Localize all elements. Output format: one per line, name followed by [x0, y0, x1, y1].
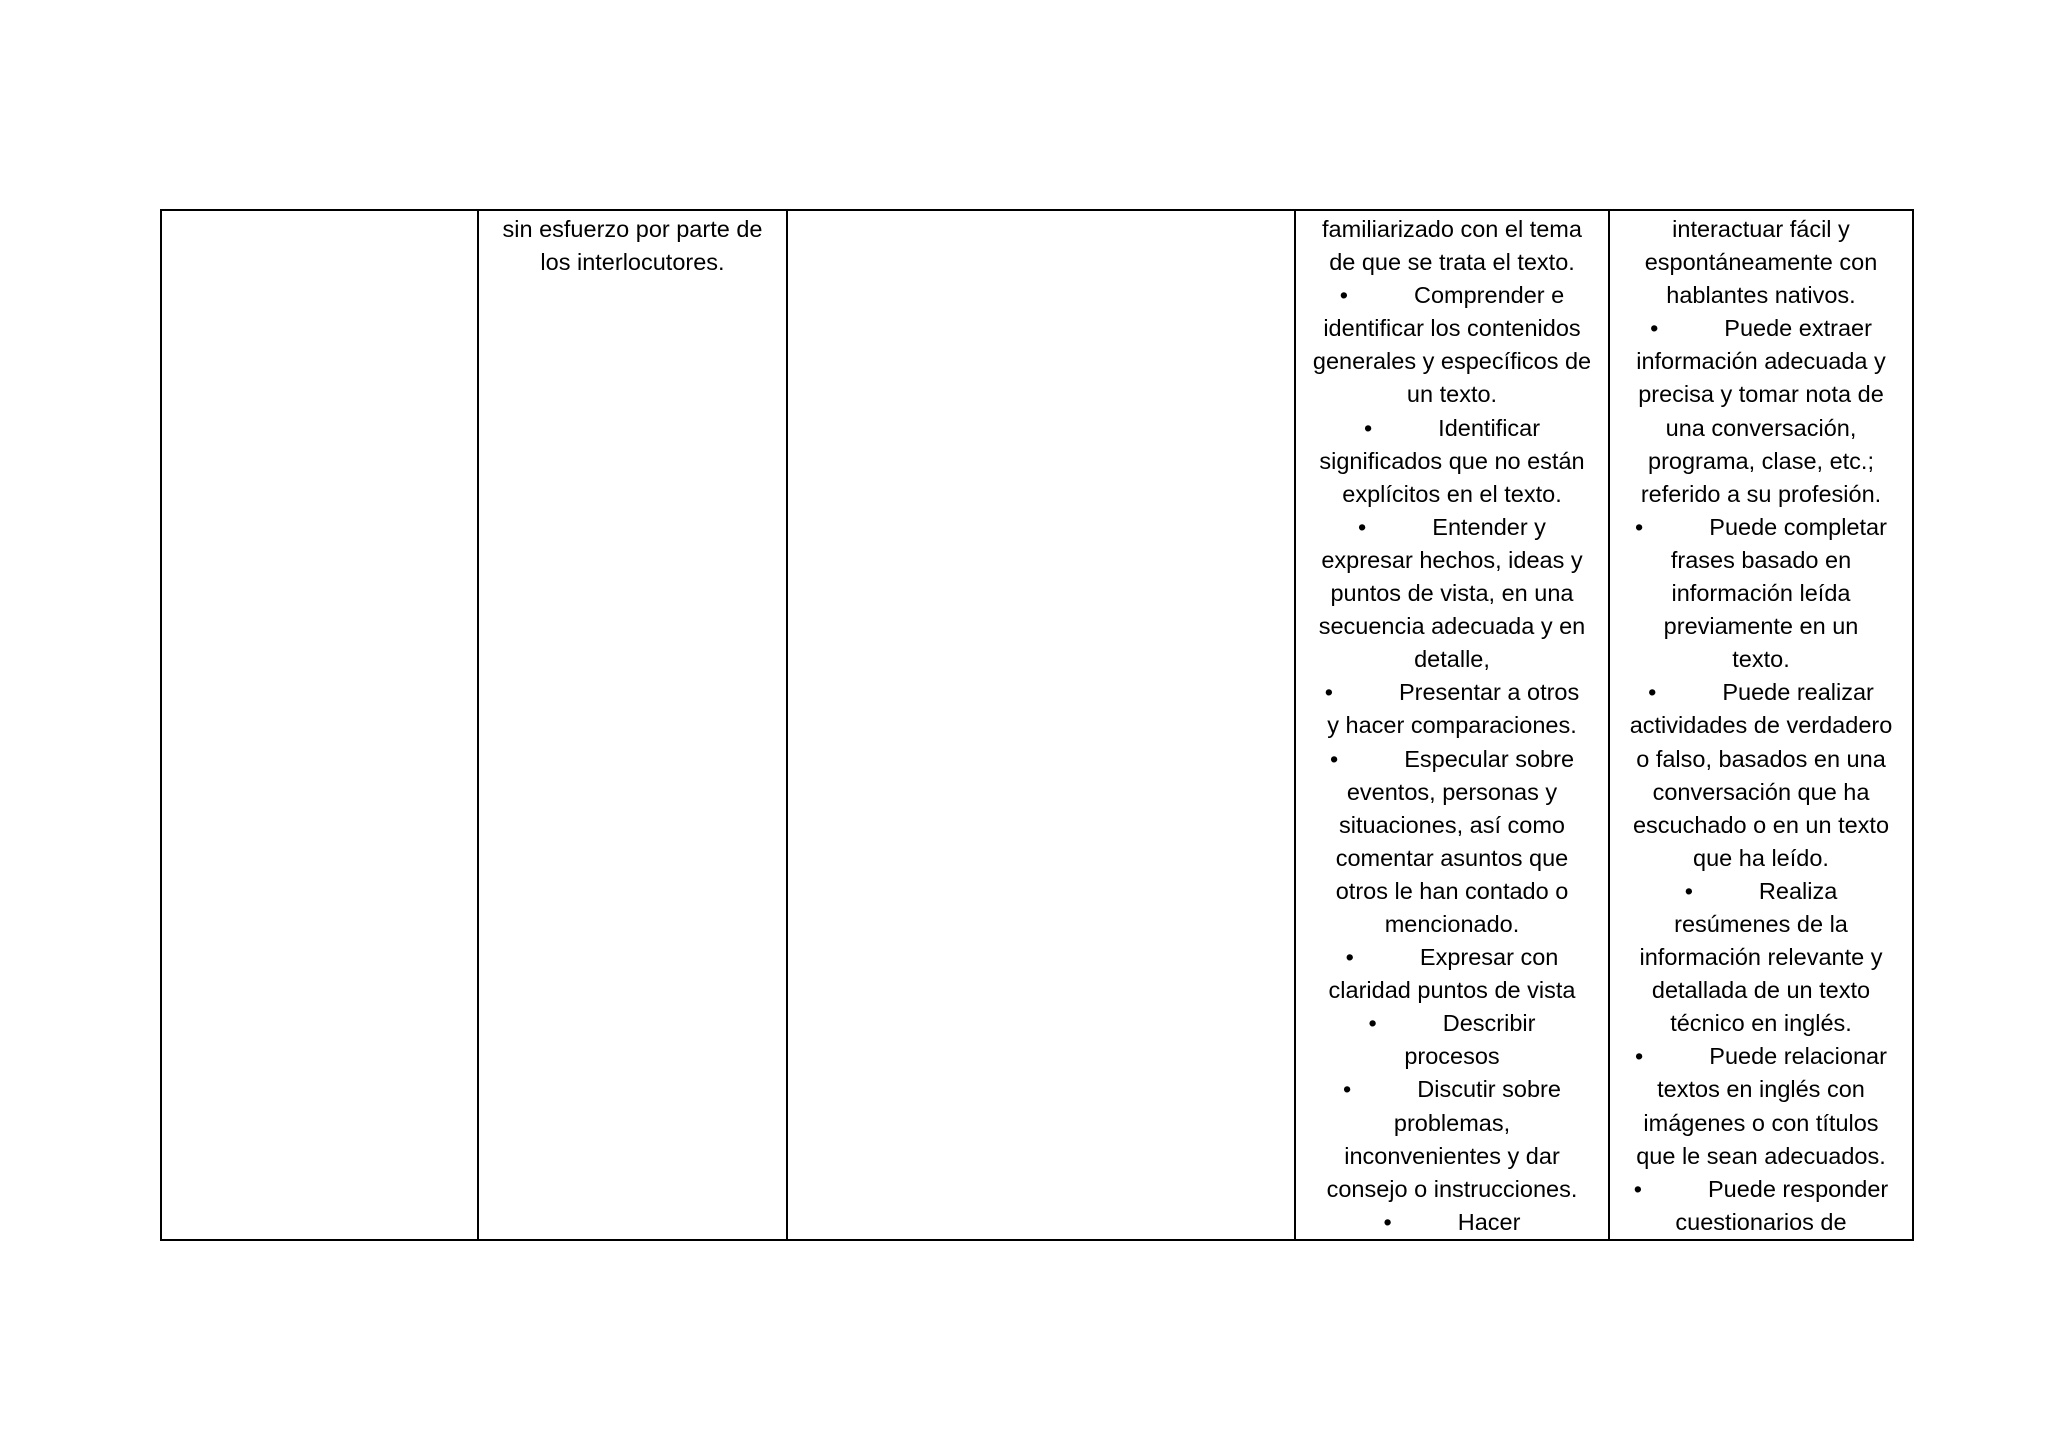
text-line: familiarizado con el tema	[1322, 216, 1582, 242]
bullet-text: Puede realizar	[1722, 679, 1874, 706]
table-cell-col3	[787, 210, 1295, 1240]
bullet-text: Comprender e	[1414, 282, 1565, 309]
text-line: una conversación,	[1665, 414, 1857, 441]
text-line: texto.	[1732, 646, 1790, 673]
bullet-icon: •	[1650, 315, 1659, 342]
content-table	[160, 209, 1914, 1241]
cell-text	[479, 211, 786, 279]
bullet-text: Hacer	[1457, 1208, 1521, 1235]
text-line: significados que no están	[1319, 447, 1585, 474]
bullet-icon: •	[1635, 513, 1644, 540]
text-line: interactuar fácil y	[1672, 216, 1850, 242]
bullet-text: Puede extraer	[1724, 315, 1872, 342]
bullet-icon: •	[1684, 877, 1693, 904]
bullet-item	[1296, 279, 1608, 312]
bullet-item	[1296, 1073, 1608, 1106]
text-line: explícitos en el texto.	[1342, 480, 1562, 507]
bullet-text: Puede completar	[1709, 513, 1887, 540]
table-cell-col4	[1295, 210, 1609, 1240]
text-line: que le sean adecuados.	[1636, 1142, 1886, 1169]
bullet-icon: •	[1635, 1043, 1644, 1070]
text-line: consejo o instrucciones.	[1326, 1175, 1578, 1202]
text-line: conversación que ha	[1652, 778, 1870, 805]
text-line: los interlocutores.	[540, 249, 725, 276]
bullet-icon: •	[1345, 944, 1354, 971]
text-line: que ha leído.	[1693, 844, 1829, 871]
text-line: espontáneamente con	[1644, 249, 1878, 276]
bullet-item	[1610, 1173, 1912, 1206]
text-line: identificar los contenidos	[1323, 315, 1581, 342]
bullet-text: Expresar con	[1419, 944, 1559, 971]
bullet-text: Presentar a otros	[1398, 679, 1580, 706]
bullet-icon: •	[1343, 1076, 1352, 1103]
text-line: imágenes o con títulos	[1643, 1109, 1879, 1136]
text-line: resúmenes de la	[1674, 910, 1848, 937]
text-line: información relevante y	[1639, 944, 1883, 971]
text-line: escuchado o en un texto	[1632, 811, 1890, 838]
text-line: actividades de verdadero	[1629, 712, 1893, 739]
bullet-item	[1296, 676, 1608, 709]
bullet-text: Entender y	[1432, 513, 1546, 540]
bullet-icon: •	[1363, 414, 1373, 441]
bullet-item	[1610, 875, 1912, 908]
table-cell-col1	[161, 210, 478, 1240]
bullet-icon: •	[1339, 282, 1348, 309]
bullet-item	[1296, 1206, 1608, 1239]
text-line: textos en inglés con	[1657, 1076, 1865, 1103]
text-line: detalle,	[1414, 646, 1490, 673]
text-line: y hacer comparaciones.	[1327, 712, 1577, 739]
bullet-text: Puede responder	[1707, 1175, 1889, 1202]
bullet-item	[1610, 676, 1912, 709]
bullet-item	[1296, 412, 1608, 445]
text-line: secuencia adecuada y en	[1318, 613, 1586, 640]
text-line: previamente en un	[1663, 613, 1859, 640]
text-line: precisa y tomar nota de	[1638, 381, 1884, 408]
table-cell-col5	[1609, 210, 1913, 1240]
text-line: puntos de vista, en una	[1330, 580, 1574, 607]
text-line: comentar asuntos que	[1335, 844, 1569, 871]
cell-text	[1296, 211, 1608, 1239]
text-line: información adecuada y	[1636, 348, 1886, 375]
text-line: detallada de un texto	[1651, 977, 1871, 1004]
bullet-icon: •	[1633, 1175, 1642, 1202]
bullet-text: Realiza	[1758, 877, 1838, 904]
bullet-item	[1610, 511, 1912, 544]
bullet-text: Identificar	[1438, 414, 1541, 441]
text-line: inconvenientes y dar	[1344, 1142, 1560, 1169]
bullet-item	[1610, 1040, 1912, 1073]
text-line: claridad puntos de vista	[1328, 977, 1576, 1004]
text-line: cuestionarios de	[1675, 1208, 1847, 1235]
text-line: información leída	[1671, 580, 1851, 607]
text-line: programa, clase, etc.;	[1648, 447, 1874, 474]
bullet-item	[1610, 312, 1912, 345]
text-line: situaciones, así como	[1339, 811, 1565, 838]
bullet-icon: •	[1358, 513, 1367, 540]
bullet-item	[1296, 941, 1608, 974]
text-line: hablantes nativos.	[1666, 282, 1856, 309]
table-row	[161, 210, 1913, 1240]
bullet-text: Puede relacionar	[1709, 1043, 1887, 1070]
bullet-text: Especular sobre	[1404, 745, 1575, 772]
text-line: problemas,	[1393, 1109, 1511, 1136]
bullet-icon: •	[1383, 1208, 1392, 1235]
text-line: o falso, basados en una	[1636, 745, 1886, 772]
text-line: técnico en inglés.	[1670, 1010, 1852, 1037]
bullet-icon: •	[1368, 1010, 1377, 1037]
text-line: eventos, personas y	[1346, 778, 1558, 805]
text-line: generales y específicos de	[1312, 348, 1592, 375]
text-line: expresar hechos, ideas y	[1321, 546, 1583, 573]
bullet-icon: •	[1324, 679, 1333, 706]
text-line: un texto.	[1406, 381, 1498, 408]
bullet-item	[1296, 743, 1608, 776]
text-line: frases basado en	[1670, 546, 1852, 573]
bullet-text: Discutir sobre	[1417, 1076, 1561, 1103]
text-line: sin esfuerzo por parte de	[502, 216, 763, 242]
text-line: otros le han contado o	[1335, 877, 1569, 904]
bullet-item	[1296, 511, 1608, 544]
text-line: de que se trata el texto.	[1329, 249, 1575, 276]
table-cell-col2	[478, 210, 787, 1240]
text-line: referido a su profesión.	[1640, 480, 1882, 507]
bullet-item	[1296, 1007, 1608, 1040]
text-line: mencionado.	[1384, 910, 1520, 937]
cell-text	[1610, 211, 1912, 1239]
bullet-icon: •	[1329, 745, 1339, 772]
bullet-icon: •	[1648, 679, 1657, 706]
text-line: procesos	[1404, 1043, 1500, 1070]
bullet-text: Describir	[1442, 1010, 1536, 1037]
